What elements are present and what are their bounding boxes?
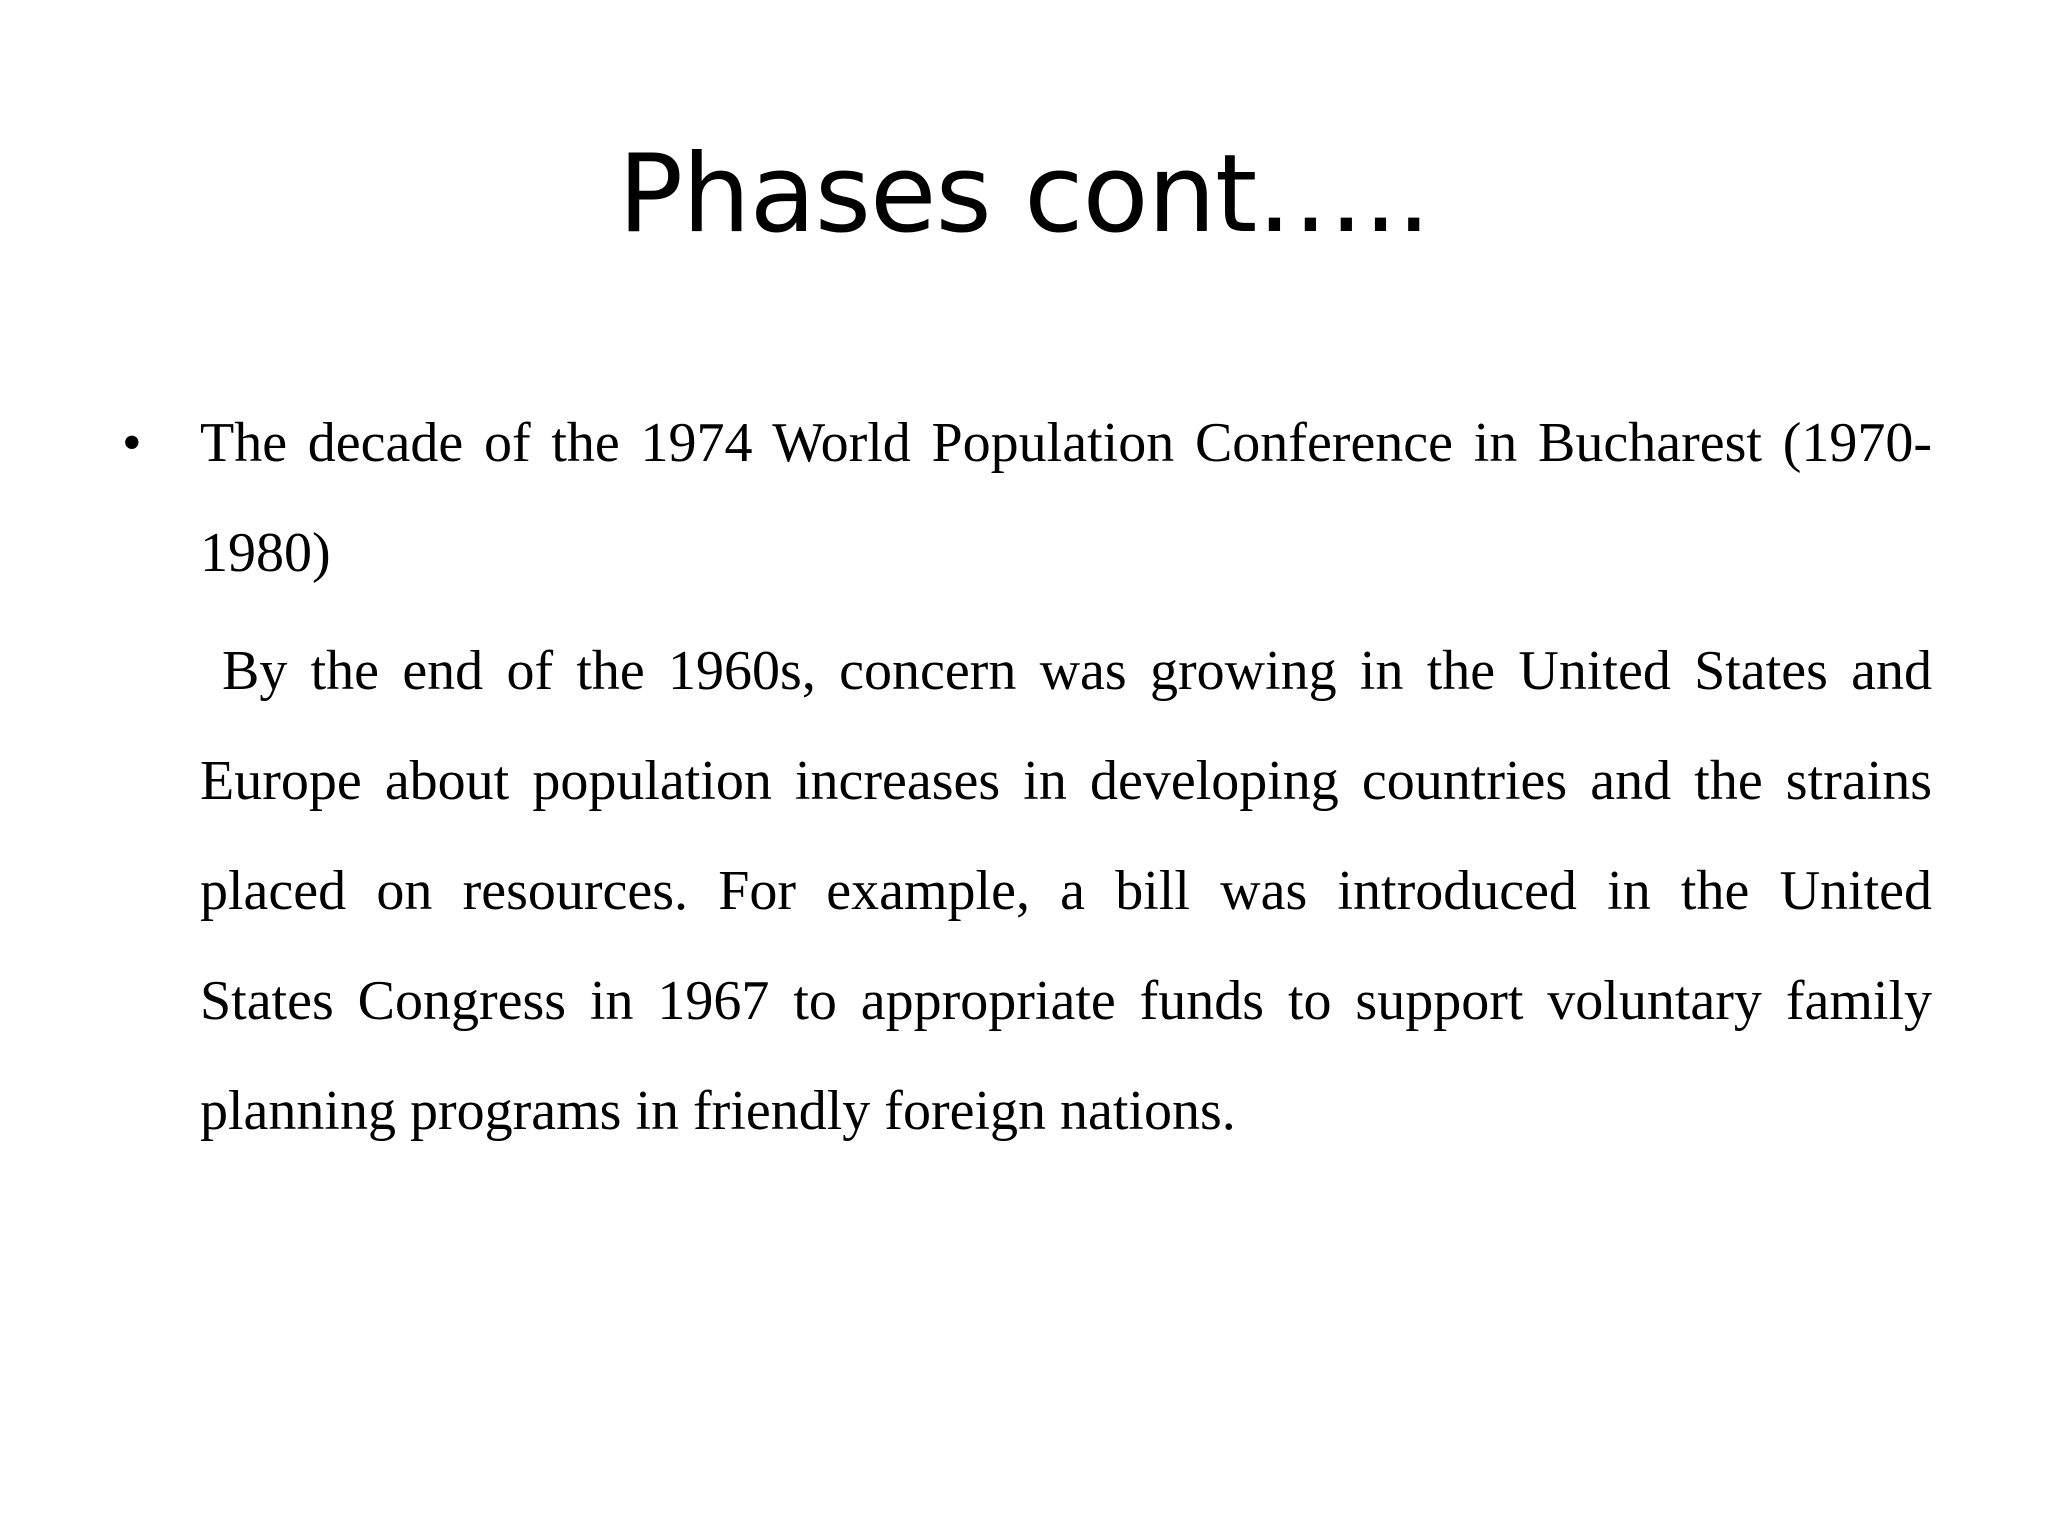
body-line-1: By the end of the 1960s, concern was growing in the United States and xyxy=(222,640,1932,702)
body-line-2: Europe about population increases in developing countries and the strains xyxy=(200,750,1932,812)
body-line-5: planning programs in friendly foreign nations. xyxy=(200,1080,1236,1142)
body-line-4: States Congress in 1967 to appropriate funds to support voluntary family xyxy=(200,970,1932,1032)
body-line-3: placed on resources. For example, a bill was introduced in the United xyxy=(200,860,1932,922)
bullet-heading-line-2: 1980) xyxy=(200,522,331,584)
bullet-heading-line-1: The decade of the 1974 World Population Conference in Bucharest (1970- xyxy=(200,412,1932,474)
slide-title: Phases cont….. xyxy=(618,132,1430,257)
bullet-icon: • xyxy=(122,412,142,474)
body-paragraph xyxy=(200,616,1932,1166)
slide-content xyxy=(122,388,1932,1166)
